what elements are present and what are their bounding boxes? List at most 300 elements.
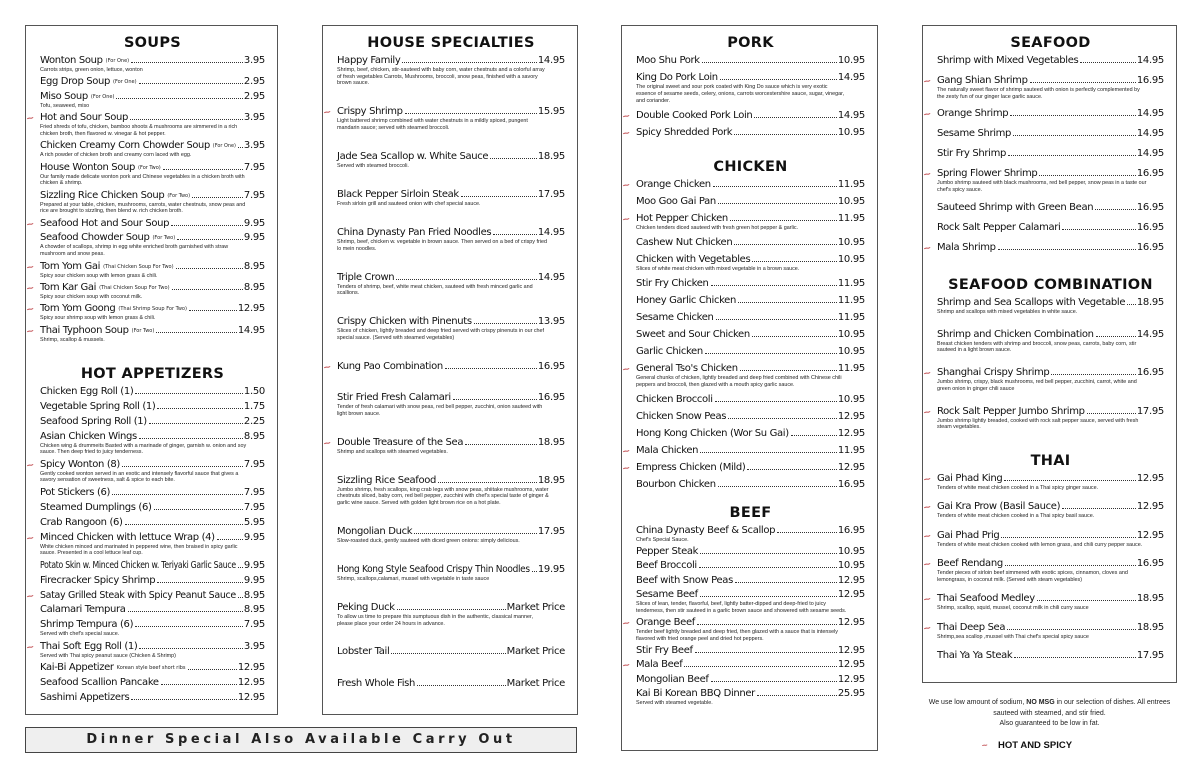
legend-label: HOT AND SPICY xyxy=(998,740,1073,751)
dish-name-text: Gang Shian Shrimp xyxy=(937,75,1028,87)
menu-item-row xyxy=(937,107,1164,120)
dot-leader xyxy=(396,279,537,280)
menu-item xyxy=(40,603,265,616)
menu-panel-2 xyxy=(322,25,578,715)
menu-item xyxy=(40,430,265,456)
dish-price: 9.95 xyxy=(243,217,265,229)
dish-price: Market Price xyxy=(506,646,565,658)
chili-pepper-icon xyxy=(624,662,633,668)
dish-name xyxy=(937,296,1125,309)
menu-item xyxy=(40,676,265,689)
chili-pepper-icon xyxy=(28,285,37,291)
dish-price: 8.95 xyxy=(243,430,265,442)
dish-name-text: Moo Goo Gai Pan xyxy=(636,196,716,208)
dish-name xyxy=(40,90,114,104)
dot-leader xyxy=(1010,115,1136,116)
dot-leader xyxy=(131,699,237,700)
menu-item-row xyxy=(40,189,265,202)
chicken-section xyxy=(636,157,865,495)
dish-name xyxy=(636,195,716,208)
menu-item xyxy=(636,311,865,324)
dish-name xyxy=(40,231,175,245)
dish-name xyxy=(40,531,215,544)
dish-price: 11.95 xyxy=(837,213,865,225)
menu-item xyxy=(636,461,865,474)
dish-price: 16.95 xyxy=(537,360,565,372)
dish-price: 19.95 xyxy=(537,563,565,575)
dish-name-text: China Dynasty Pan Fried Noodles xyxy=(337,226,492,238)
menu-item xyxy=(40,75,265,88)
dish-name xyxy=(636,71,718,84)
menu-item xyxy=(636,644,865,657)
dot-leader xyxy=(157,582,243,583)
dot-leader xyxy=(154,509,243,510)
menu-item-row xyxy=(40,75,265,88)
menu-item-row xyxy=(337,315,565,328)
dish-price: 3.95 xyxy=(243,640,265,652)
dish-price: 25.95 xyxy=(837,687,865,699)
dish-price: 12.95 xyxy=(837,461,865,473)
dish-portion-note: (For One) xyxy=(212,143,236,150)
menu-item xyxy=(337,54,565,87)
dish-price: 10.95 xyxy=(837,55,865,66)
menu-item-row xyxy=(40,385,265,398)
dish-price: 12.95 xyxy=(837,589,865,601)
dish-name xyxy=(937,500,1060,513)
beef-list xyxy=(636,524,865,707)
dish-price: 11.95 xyxy=(837,444,865,456)
dot-leader xyxy=(391,653,505,654)
menu-item-row xyxy=(40,281,265,294)
menu-item-row xyxy=(337,474,565,487)
dish-price: 11.95 xyxy=(837,363,865,375)
menu-item xyxy=(636,277,865,290)
dish-name xyxy=(636,54,700,67)
menu-item-row xyxy=(636,658,865,671)
chili-pepper-icon xyxy=(925,625,934,631)
dish-price: 12.95 xyxy=(837,574,865,586)
dish-price: 7.95 xyxy=(243,619,265,631)
dish-price: 11.95 xyxy=(837,294,865,306)
menu-item-row xyxy=(636,294,865,307)
dish-name-text: Mala Shrimp xyxy=(937,241,996,253)
dish-name-text: Shrimp Tempura (6) xyxy=(40,619,134,631)
chili-pepper-icon xyxy=(624,448,633,454)
dot-leader xyxy=(139,648,242,649)
menu-item-row xyxy=(636,687,865,700)
dish-name-text: Fresh Whole Fish xyxy=(337,677,415,689)
dish-name-text: Shrimp with Mixed Vegetables xyxy=(937,55,1079,66)
dish-name xyxy=(40,302,187,316)
dish-name xyxy=(937,167,1037,180)
menu-item-row xyxy=(636,559,865,572)
dot-leader xyxy=(697,624,837,625)
menu-item-row xyxy=(40,501,265,514)
dish-name xyxy=(937,649,1012,662)
dot-leader xyxy=(734,244,837,245)
menu-item xyxy=(40,302,265,322)
menu-item xyxy=(40,618,265,638)
dish-price: 8.95 xyxy=(243,604,265,616)
dish-name-text: Sizzling Rice Chicken Soup xyxy=(40,189,165,201)
menu-item-row xyxy=(636,236,865,249)
dish-price: 12.95 xyxy=(837,644,865,656)
dish-name xyxy=(337,563,530,576)
dot-leader xyxy=(1004,480,1136,481)
dish-portion-note: (Thai Chicken Soup For Two) xyxy=(103,263,174,270)
menu-item xyxy=(337,226,565,252)
menu-item xyxy=(937,621,1164,641)
menu-item-row xyxy=(40,430,265,443)
menu-item-row xyxy=(636,673,865,686)
dish-name-text: House Wonton Soup xyxy=(40,161,136,173)
dish-name-text: Asian Chicken Wings xyxy=(40,430,137,442)
dish-name-text: Orange Chicken xyxy=(636,179,711,190)
dish-price: 11.95 xyxy=(837,179,865,190)
menu-item-row xyxy=(337,226,565,239)
dish-name-text: China Dynasty Beef & Scallop xyxy=(636,525,776,536)
hot-appetizers-list xyxy=(40,385,265,704)
dot-leader xyxy=(1080,62,1135,63)
dot-leader xyxy=(777,532,837,533)
dish-price: 14.95 xyxy=(1136,128,1164,140)
menu-item-row xyxy=(40,603,265,616)
menu-item-row xyxy=(337,563,565,576)
dish-price: 16.95 xyxy=(1136,241,1164,253)
dish-price: 10.95 xyxy=(837,236,865,248)
menu-item-row xyxy=(636,393,865,406)
dot-leader xyxy=(718,203,837,204)
menu-item-row xyxy=(937,54,1164,67)
chili-pepper-icon xyxy=(624,182,633,188)
chili-pepper-icon xyxy=(28,328,37,334)
dish-name xyxy=(40,618,133,631)
dish-price: 18.95 xyxy=(1136,621,1164,633)
dish-name-text: Garlic Chicken xyxy=(636,345,703,357)
menu-item xyxy=(636,444,865,457)
dish-name xyxy=(337,391,451,404)
dot-leader xyxy=(720,79,837,80)
dish-description: Jumbo shrimp sauteed with black mushrooms, red bell pepper, snow peas in a taste our chef's spicy sauce. xyxy=(937,180,1147,194)
dish-price: 2.25 xyxy=(243,415,265,427)
dish-name xyxy=(40,217,169,230)
dish-name xyxy=(636,253,750,266)
dish-name-text: Spicy Shredded Pork xyxy=(636,126,733,138)
dish-price: 10.95 xyxy=(837,253,865,265)
dish-description: Spicy sour chicken soup with coconut milk. xyxy=(40,293,143,300)
dish-description: Tofu, seaweed, miso xyxy=(40,102,90,109)
menu-item xyxy=(337,188,565,208)
menu-item xyxy=(636,328,865,341)
dish-name xyxy=(636,277,709,290)
menu-item xyxy=(636,410,865,423)
dish-name-text: Gai Phad King xyxy=(937,473,1003,484)
seafood-combination-section xyxy=(937,275,1164,443)
dish-description: Shrimp, scallop & mussels. xyxy=(40,336,105,343)
dish-price: 14.95 xyxy=(537,55,565,66)
menu-item-row xyxy=(40,661,265,674)
menu-item-row xyxy=(636,71,865,84)
menu-item-row xyxy=(40,217,265,230)
footer-text: We use low amount of sodium, xyxy=(928,699,1025,706)
dot-leader xyxy=(177,239,243,240)
pork-list xyxy=(636,54,865,139)
menu-item xyxy=(636,253,865,273)
menu-item xyxy=(636,545,865,558)
section-title: SEAFOOD COMBINATION xyxy=(948,277,1153,293)
dish-description: Slices of lean, tender, flavorful, beef, lightly batter-dipped and deep-fried to juicy tenderness, then stir sauteed in a garlic brown sauce and showered with sesame seeds. xyxy=(636,601,847,614)
dish-name-text: Spicy Wonton (8) xyxy=(40,458,120,470)
dish-name xyxy=(937,557,1003,570)
dish-name xyxy=(937,621,1005,634)
dish-price: 10.95 xyxy=(837,345,865,357)
dot-leader xyxy=(131,62,243,63)
dot-leader xyxy=(730,220,837,221)
dish-name xyxy=(337,271,394,284)
dot-leader xyxy=(149,423,243,424)
menu-item-row xyxy=(40,691,265,704)
dish-description: Spicy sour chicken soup with lemon grass & chili. xyxy=(40,272,158,279)
dish-description: Fried shreds of tofu, chicken, bamboo shoots & mushrooms are simmered in a rich chicken broth, then flavored w. vinegar & hot pepper. xyxy=(40,124,238,138)
dish-price: 3.95 xyxy=(243,112,265,124)
dish-name-text: Tom Yom Gai xyxy=(40,260,101,272)
dish-price: 3.95 xyxy=(243,55,265,66)
menu-item-row xyxy=(636,277,865,290)
dish-price: 16.95 xyxy=(1136,201,1164,213)
menu-item-row xyxy=(40,574,265,587)
chili-pepper-icon xyxy=(925,409,934,415)
dot-leader xyxy=(1051,374,1135,375)
chili-pepper-icon xyxy=(28,264,37,270)
section-title: SEAFOOD xyxy=(1010,35,1091,51)
dish-description: Jumbo shrimp, fresh scallops, king crab legs with snow peas, shiitake mushrooms, water chestnuts sliced, baby corn, red bell pepper, zucchini with chef's special taste of ginger & garlic wine sauce. Served with golden light brown rice on a hot plate. xyxy=(337,486,549,506)
dish-description: Shrimp,sea scallop ,mussel with Thai chef's special spicy sauce xyxy=(937,633,1089,640)
dot-leader xyxy=(700,553,837,554)
dish-name xyxy=(636,673,709,686)
dish-name xyxy=(337,360,443,373)
section-title: SOUPS xyxy=(123,35,182,51)
menu-item xyxy=(636,524,865,544)
dish-price: 18.95 xyxy=(537,150,565,162)
dish-name-text: Rock Salt Pepper Jumbo Shrimp xyxy=(937,405,1085,417)
dot-leader xyxy=(453,399,537,400)
dish-description: Tenders of white meat chicken cooked in a Thai spicy basil sauce. xyxy=(937,513,1095,520)
dish-name-text: Chicken Broccoli xyxy=(636,393,713,405)
dish-name-text: Seafood Hot and Sour Soup xyxy=(40,217,170,229)
dish-price: 12.95 xyxy=(1136,473,1164,484)
dish-name xyxy=(337,436,463,449)
menu-item-row xyxy=(937,472,1164,485)
menu-item xyxy=(40,691,265,704)
dot-leader xyxy=(757,695,837,696)
menu-item-row xyxy=(636,524,865,537)
menu-item xyxy=(937,167,1164,193)
dish-portion-note: (For One) xyxy=(105,58,130,64)
menu-item xyxy=(337,315,565,341)
menu-item-row xyxy=(937,74,1164,87)
dot-leader xyxy=(752,261,837,262)
menu-item xyxy=(937,328,1164,354)
dish-name xyxy=(337,188,459,201)
dot-leader xyxy=(128,611,243,612)
dish-price: 10.95 xyxy=(837,560,865,572)
chili-pepper-icon xyxy=(925,111,934,117)
dish-name-text: Tom Kar Gai xyxy=(40,281,97,293)
menu-item xyxy=(636,616,865,642)
menu-item xyxy=(636,236,865,249)
menu-item-row xyxy=(636,362,865,375)
menu-item xyxy=(337,436,565,456)
menu-item xyxy=(40,661,265,674)
menu-item-row xyxy=(937,201,1164,214)
dot-leader xyxy=(139,83,243,84)
dish-name-text: Mongolian Duck xyxy=(337,525,413,537)
dish-portion-note: (For One) xyxy=(90,93,115,100)
dish-description: Shrimp and scallops with mixed vegetables in white sauce. xyxy=(937,309,1078,315)
dish-description: A rich powder of chicken broth and creamy corn laced with egg. xyxy=(40,152,192,159)
menu-item xyxy=(40,281,265,301)
dish-name xyxy=(636,616,695,629)
dish-name xyxy=(40,486,110,499)
dish-name xyxy=(40,559,236,572)
chili-pepper-icon xyxy=(925,596,934,602)
menu-item xyxy=(636,212,865,232)
menu-item-row xyxy=(937,296,1164,309)
dish-name xyxy=(636,461,745,474)
dish-name-text: Double Treasure of the Sea xyxy=(337,436,464,448)
dish-name xyxy=(40,691,129,704)
dish-price: 16.95 xyxy=(1136,367,1164,379)
menu-item xyxy=(40,139,265,159)
dish-description: Served with steamed broccoli. xyxy=(337,162,409,169)
dish-portion-note: (For Two) xyxy=(152,235,176,242)
dot-leader xyxy=(493,234,537,235)
dish-portion-note: (Thai Chicken Soup For Two) xyxy=(99,284,170,291)
dot-leader xyxy=(238,567,243,568)
menu-item xyxy=(40,385,265,398)
dot-leader xyxy=(438,482,537,483)
chili-pepper-icon xyxy=(624,366,633,372)
section-title: BEEF xyxy=(729,505,772,521)
dish-name xyxy=(40,603,126,616)
dish-name-text: Kung Pao Combination xyxy=(337,360,443,372)
dot-leader xyxy=(1005,565,1136,566)
dish-name-text: Beef Rendang xyxy=(937,558,1003,570)
dish-name xyxy=(40,400,155,413)
dish-price: 12.95 xyxy=(837,659,865,671)
menu-item xyxy=(636,178,865,191)
menu-item xyxy=(937,127,1164,140)
dish-name xyxy=(636,328,750,341)
menu-item xyxy=(636,54,865,67)
dish-name-text: Vegetable Spring Roll (1) xyxy=(40,400,156,412)
menu-item-row xyxy=(937,328,1164,341)
dish-name xyxy=(40,574,155,587)
dish-name-text: Thai Seafood Medley xyxy=(937,593,1035,605)
chili-pepper-icon xyxy=(984,743,993,749)
menu-item xyxy=(40,161,265,187)
dish-description: Tenders of white meat chicken cooked with lemon grass, and chili curry pepper sauce. xyxy=(937,541,1143,548)
menu-item-row xyxy=(40,54,265,67)
dish-description: Served with Thai spicy peanut sauce (Chicken & Shrimp) xyxy=(40,652,176,659)
menu-item xyxy=(40,486,265,499)
dish-name-text: Potato Skin w. Minced Chicken w. Teriyaki Garlic Sauce xyxy=(40,559,236,571)
dish-name xyxy=(40,640,137,653)
footer-no-msg: NO MSG xyxy=(1026,699,1055,706)
dot-leader xyxy=(189,310,237,311)
menu-panel-4 xyxy=(922,25,1177,683)
chili-pepper-icon xyxy=(28,535,37,541)
menu-item xyxy=(937,405,1164,431)
menu-item-row xyxy=(636,328,865,341)
dish-name xyxy=(636,478,716,491)
menu-item xyxy=(937,147,1164,160)
dish-name-text: Moo Shu Pork xyxy=(636,55,700,66)
dish-price: 11.95 xyxy=(837,277,865,289)
menu-item-row xyxy=(40,640,265,653)
dot-leader xyxy=(1030,82,1136,83)
dish-price: 12.95 xyxy=(237,303,265,315)
menu-item-row xyxy=(40,260,265,273)
dot-leader xyxy=(713,186,837,187)
dish-price: 7.95 xyxy=(243,161,265,173)
menu-item xyxy=(937,201,1164,214)
dish-name xyxy=(337,105,403,118)
dish-price: 1.75 xyxy=(243,400,265,412)
dish-name-text: Thai Deep Sea xyxy=(937,621,1006,633)
dish-name xyxy=(937,241,996,254)
dish-name-text: Chicken Creamy Corn Chowder Soup xyxy=(40,140,210,152)
dish-name-text: Spring Flower Shrimp xyxy=(937,168,1038,180)
dish-name xyxy=(636,410,726,423)
dish-price: 7.95 xyxy=(243,189,265,201)
menu-item-row xyxy=(40,486,265,499)
dish-portion-note: Korean style beef short ribs xyxy=(116,665,186,672)
menu-item xyxy=(40,415,265,428)
dish-description: Chef's Special Sauce. xyxy=(636,537,689,543)
menu-item-row xyxy=(337,601,565,614)
menu-item-row xyxy=(937,529,1164,542)
footer-line-2: sauteed with steamed, and stir fried. xyxy=(993,709,1106,717)
dish-price: 10.95 xyxy=(837,546,865,558)
dish-description: Spicy sour shrimp soup with lemon grass & chili. xyxy=(40,315,156,322)
menu-item-row xyxy=(40,231,265,244)
dish-name-text: Crab Rangoon (6) xyxy=(40,516,123,528)
menu-item xyxy=(636,478,865,491)
menu-item-row xyxy=(337,105,565,118)
menu-item-row xyxy=(937,500,1164,513)
dot-leader xyxy=(1062,229,1135,230)
chili-pepper-icon xyxy=(28,115,37,121)
menu-item-row xyxy=(636,444,865,457)
dish-name xyxy=(636,393,713,406)
menu-footer-note xyxy=(922,698,1177,730)
carry-out-banner: Dinner Special Also Available Carry Out xyxy=(25,727,577,753)
menu-item-row xyxy=(337,360,565,373)
menu-item-row xyxy=(937,621,1164,634)
dish-price: 7.95 xyxy=(243,458,265,470)
dish-name-text: Chicken Egg Roll (1) xyxy=(40,386,134,397)
dot-leader xyxy=(1095,209,1136,210)
dish-name-text: Rock Salt Pepper Calamari xyxy=(937,221,1061,233)
menu-item-row xyxy=(337,188,565,201)
dish-price: Market Price xyxy=(506,677,565,689)
menu-item-row xyxy=(937,592,1164,605)
menu-item-row xyxy=(937,241,1164,254)
dot-leader xyxy=(397,609,506,610)
dish-description: Shrimp and scallops with steamed vegetables. xyxy=(337,448,448,455)
dish-name xyxy=(40,54,129,68)
